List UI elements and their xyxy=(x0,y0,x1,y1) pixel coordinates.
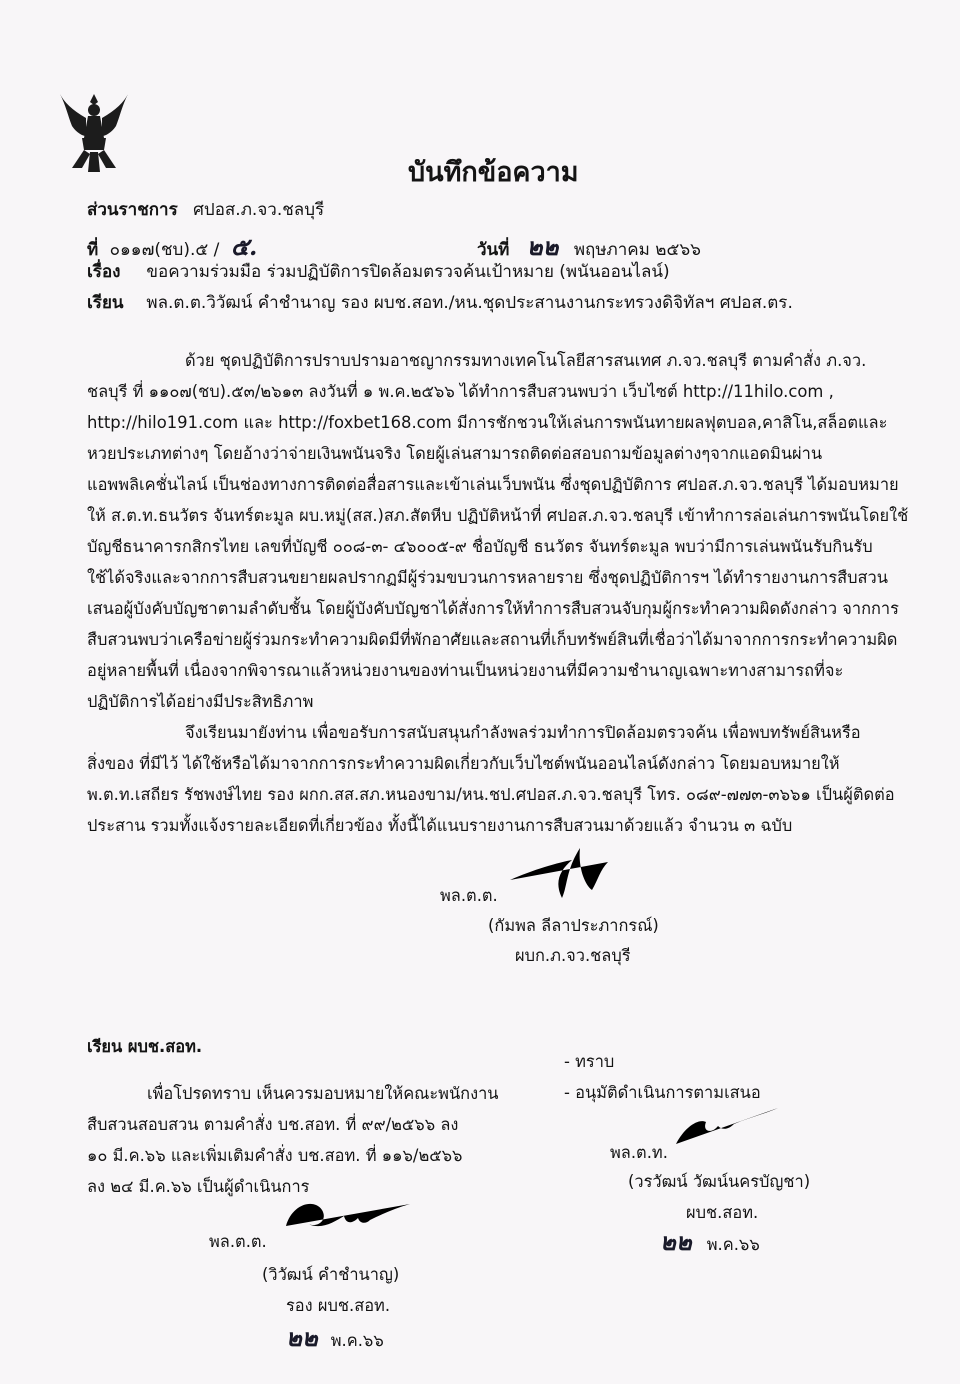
body-line: จึงเรียนมายังท่าน เพื่อขอรับการสนับสนุนกำลังพลร่วมทำการปิดล้อมตรวจค้น เพื่อพบทรัพย์สินหรือ xyxy=(185,723,861,742)
body-line: ชลบุรี ที่ ๑๑๐๗(ชบ).๕๓/๒๖๑๓ ลงวันที่ ๑ พ.ค.๒๕๖๖ ได้ทำการสืบสวนพบว่า เว็บไซต์ http://11hilo.com , xyxy=(87,382,834,401)
endorse-left-date-rest: พ.ค.๖๖ xyxy=(330,1331,384,1350)
endorse-right-date-rest: พ.ค.๖๖ xyxy=(706,1235,760,1254)
endorse-left-date-hand: ๒๒ xyxy=(286,1323,318,1352)
main-signer-name: (กัมพล ลีลาประภากรณ์) xyxy=(488,916,659,935)
doc-number-handwritten: ๕. xyxy=(230,232,258,261)
date-value: พฤษภาคม ๒๕๖๖ xyxy=(573,240,701,260)
agency-row xyxy=(87,196,324,223)
endorse-left-line: ๑๐ มี.ค.๖๖ และเพิ่มเติมคำสั่ง บช.สอท. ที่ ๑๑๖/๒๕๖๖ xyxy=(87,1146,463,1165)
body-line: ใช้ได้จริงและจากการสืบสวนขยายผลปรากฏมีผู้ร่วมขบวนการหลายราย ซึ่งชุดปฏิบัติการฯ ได้ทำรายงานการสืบสวน xyxy=(87,568,888,587)
main-signer-position: ผบก.ภ.จว.ชลบุรี xyxy=(515,946,631,965)
subject-label: เรื่อง xyxy=(87,262,121,282)
to-label: เรียน xyxy=(87,293,124,313)
endorse-right-name: (วรวัฒน์ วัฒน์นครบัญชา) xyxy=(628,1172,811,1191)
body-line: หวยประเภทต่างๆ โดยอ้างว่าจ่ายเงินพนันจริง โดยผู้เล่นสามารถติดต่อสอบถามข้อมูลต่างๆจากแอดมินผ่าน xyxy=(87,444,823,463)
endorse-right-date xyxy=(660,1222,760,1261)
subject-value: ขอความร่วมมือ ร่วมปฏิบัติการปิดล้อมตรวจค้นเป้าหมาย (พนันออนไลน์) xyxy=(146,262,670,282)
endorse-left-position: รอง ผบช.สอท. xyxy=(286,1296,391,1315)
endorse-left-line: ลง ๒๔ มี.ค.๖๖ เป็นผู้ดำเนินการ xyxy=(87,1177,310,1196)
to-value: พล.ต.ต.วิวัฒน์ คำชำนาญ รอง ผบช.สอท./หน.ชุดประสานงานกระทรวงดิจิทัลฯ ศปอส.ตร. xyxy=(146,293,793,313)
main-signature xyxy=(502,840,632,904)
agency-label: ส่วนราชการ xyxy=(87,200,178,220)
body-line: แอพพลิเคชั่นไลน์ เป็นช่องทางการติดต่อสื่อสารและเข้าเล่นเว็บพนัน ซึ่งชุดปฏิบัติการ ศปอส.ภ.จว.ชลบุรี ได้มอบหมาย xyxy=(87,475,899,494)
subject-row xyxy=(87,258,670,285)
doc-number-value: ๐๑๑๗(ชบ).๕ / xyxy=(109,240,220,260)
endorse-left-name: (วิวัฒน์ คำชำนาญ) xyxy=(262,1265,400,1284)
endorse-left-date xyxy=(286,1318,384,1357)
endorse-left-rank: พล.ต.ต. xyxy=(209,1232,267,1251)
body-line: พ.ต.ท.เสถียร รัชพงษ์ไทย รอง ผกก.สส.สภ.หนองขาม/หน.ชป.ศปอส.ภ.จว.ชลบุรี โทร. ๐๘๙-๗๗๓-๓๖๖๑ เป็นผู้ติดต่อ xyxy=(87,785,895,804)
endorse-right-position: ผบช.สอท. xyxy=(686,1203,759,1222)
endorse-right-rank: พล.ต.ท. xyxy=(610,1143,668,1162)
body-line: ด้วย ชุดปฏิบัติการปราบปรามอาชญากรรมทางเทคโนโลยีสารสนเทศ ภ.จว.ชลบุรี ตามคำสั่ง ภ.จว. xyxy=(185,351,867,370)
endorse-left-line: เพื่อโปรดทราบ เห็นควรมอบหมายให้คณะพนักงาน xyxy=(147,1084,499,1103)
date-label: วันที่ xyxy=(477,240,510,260)
doc-number-label: ที่ xyxy=(87,240,99,260)
endorse-right-date-hand: ๒๒ xyxy=(660,1227,692,1256)
body-line: อยู่หลายพื้นที่ เนื่องจากพิจารณาแล้วหน่วยงานของท่านเป็นหน่วยงานที่มีความชำนาญเฉพาะทางสามารถที่จะ xyxy=(87,661,844,680)
body-line: ประสาน รวมทั้งแจ้งรายละเอียดที่เกี่ยวข้อง ทั้งนี้ได้แนบรายงานการสืบสวนมาด้วยแล้ว จำนวน ๓ ฉบับ xyxy=(87,816,793,835)
body-line: ปฏิบัติการได้อย่างมีประสิทธิภาพ xyxy=(87,692,314,711)
endorse-left-line: สืบสวนสอบสวน ตามคำสั่ง บช.สอท. ที่ ๙๙/๒๕๖๖ ลง xyxy=(87,1115,459,1134)
agency-value: ศปอส.ภ.จว.ชลบุรี xyxy=(193,200,325,220)
endorse-right-item: - อนุมัติดำเนินการตามเสนอ xyxy=(564,1083,761,1102)
endorse-right-signature xyxy=(672,1104,782,1154)
endorse-right-item: - ทราบ xyxy=(564,1052,615,1071)
endorse-left-to: เรียน ผบช.สอท. xyxy=(87,1037,203,1056)
body-line: ให้ ส.ต.ท.ธนวัตร จันทร์ตะมูล ผบ.หมู่(สส.)สภ.สัตหีบ ปฏิบัติหน้าที่ ศปอส.ภ.จว.ชลบุรี เข้าทำการล่อเล่นการพนันโดยใช้ xyxy=(87,506,909,525)
memo-title: บันทึกข้อความ xyxy=(408,157,579,188)
body-line: สืบสวนพบว่าเครือข่ายผู้ร่วมกระทำความผิดมีที่พักอาศัยและสถานที่เก็บทรัพย์สินที่เชื่อว่าได้มาจากการกระทำความผิด xyxy=(87,630,898,649)
endorse-left-signature xyxy=(282,1196,414,1244)
body-line: http://hilo191.com และ http://foxbet168.com มีการชักชวนให้เล่นการพนันทายผลฟุตบอล,คาสิโน,สล็อตและ xyxy=(87,413,888,432)
date-handwritten: ๒๒ xyxy=(526,232,559,261)
body-line: สิ่งของ ที่มีไว้ ได้ใช้หรือได้มาจากการกระทำความผิดเกี่ยวกับเว็บไซต์พนันออนไลน์ดังกล่าว โดยมอบหมายให้ xyxy=(87,754,840,773)
main-signer-rank: พล.ต.ต. xyxy=(440,886,498,905)
garuda-emblem xyxy=(58,92,130,174)
to-row xyxy=(87,289,793,316)
body-line: เสนอผู้บังคับบัญชาตามลำดับชั้น โดยผู้บังคับบัญชาได้สั่งการให้ทำการสืบสวนจับกุมผู้กระทำความผิดดังกล่าว จากการ xyxy=(87,599,899,618)
body-line: บัญชีธนาคารกสิกรไทย เลขที่บัญชี ๐๐๘-๓- ๔๖๐๐๕-๙ ชื่อบัญชี ธนวัตร จันทร์ตะมูล พบว่ามีการเล่นพนันรับกินรับ xyxy=(87,537,873,556)
